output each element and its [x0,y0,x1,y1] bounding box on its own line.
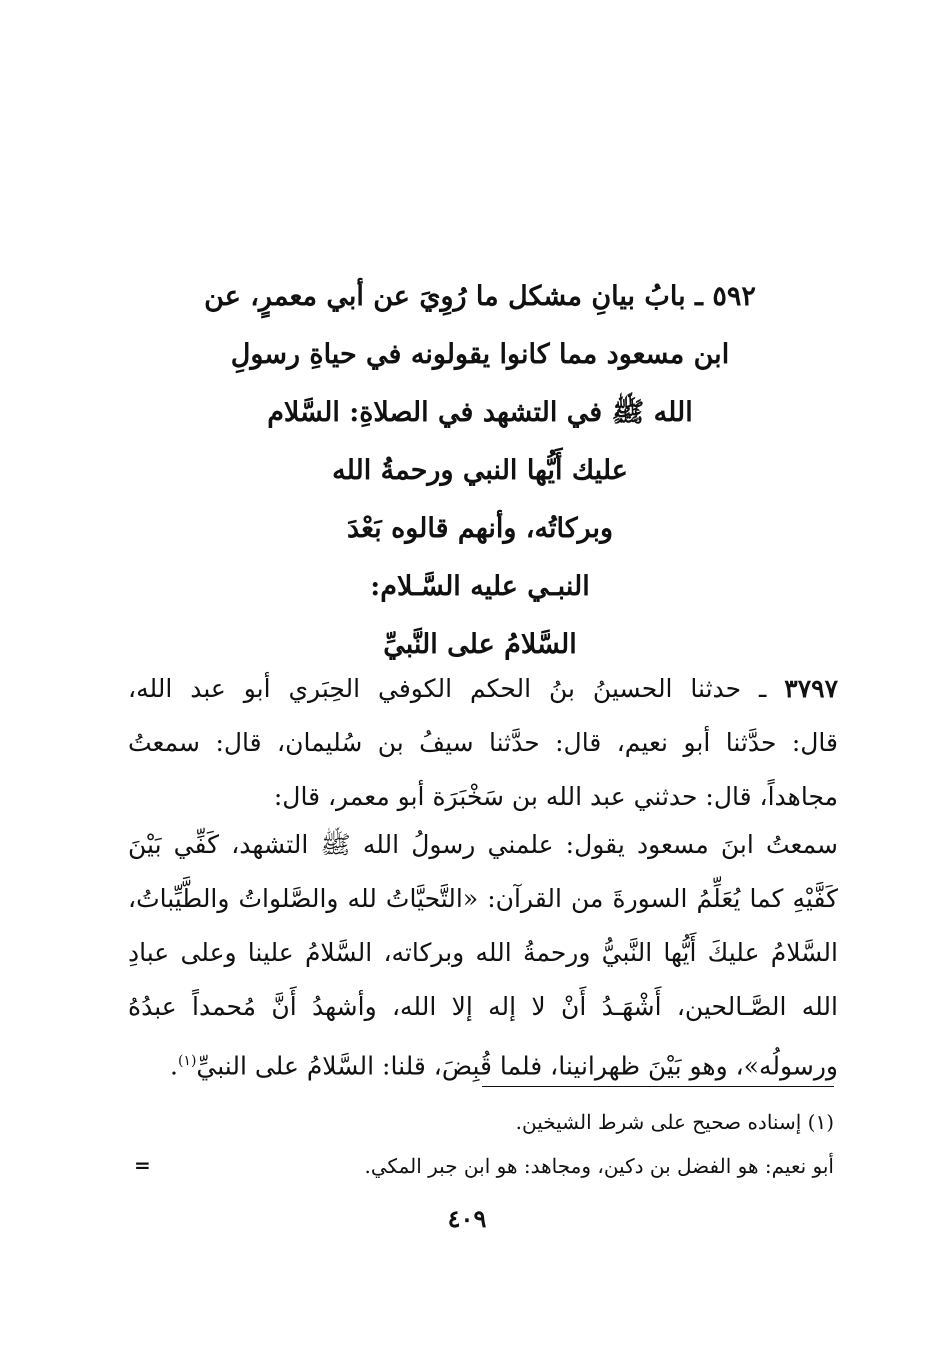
chapter-heading-line: السَّلامُ على النَّبيِّ [383,629,577,660]
isnad-text: ـ حدثنا الحسينُ بنُ الحكم الكوفي الحِبَري أبو عبد الله، [128,674,767,703]
footnotes [200,1100,834,1188]
continuation-mark: = [134,1153,151,1177]
hadith-isnad [128,662,838,824]
footnote-line: أبو نعيم: هو الفضل بن دكين، ومجاهد: هو ابن جبر المكي. [364,1154,834,1178]
matn-end-period: . [169,1051,178,1081]
isnad-line [128,662,838,716]
isnad-line: قال: حدَّثنا أبو نعيم، قال: حدَّثنا سيفُ بن سُليمان، قال: سمعتُ [128,728,838,757]
chapter-heading-line: عليك أَيُّها النبي ورحمةُ الله [332,455,628,486]
chapter-heading-line: ابن مسعود مما كانوا يقولونه في حياةِ رسولِ [230,339,730,370]
footnote-separator [482,1086,834,1087]
matn-line: سمعتُ ابنَ مسعود يقول: علمني رسولُ الله ﷺ التشهد، كَفِّي بَيْنَ [128,830,838,859]
hadith-number: ٣٧٩٧ [784,674,838,703]
hadith-matn [128,818,838,1093]
matn-line: كَفَّيْهِ كما يُعَلِّمُ السورةَ من القرآن: «التَّحيَّاتُ لله والصَّلواتُ والطَّيِّباتُ، [128,884,838,913]
matn-line: السَّلامُ عليكَ أَيُّها النَّبيُّ ورحمةُ الله وبركاته، السَّلامُ علينا وعلى عبادِ [128,938,838,967]
isnad-line: مجاهداً، قال: حدثني عبد الله بن سَخْبَرَة أبو معمر، قال: [273,782,838,811]
chapter-heading-line: النبـي عليه السَّـلام: [370,571,590,602]
chapter-heading [180,268,780,674]
matn-line: الله الصَّـالحين، أَشْهَـدُ أَنْ لا إله إلا الله، وأشهدُ أَنَّ مُحمداً عبدُهُ [128,992,838,1021]
page-number: ٤٠٩ [447,1204,487,1233]
chapter-heading-line: وبركاتُه، وأنهم قالوه بَعْدَ [346,513,614,544]
chapter-heading-line: ٥٩٢ ـ بابُ بيانِ مشكل ما رُوِيَ عن أبي معمرٍ، عن [204,281,756,312]
chapter-heading-line: الله ﷺ في التشهد في الصلاةِ: السَّلام [267,397,693,428]
matn-line [128,1034,838,1093]
footnote-line: (١) إسناده صحيح على شرط الشيخين. [515,1110,834,1134]
footnote-reference[interactable]: (١) [177,1053,197,1069]
matn-text: ورسولُه»، وهو بَيْنَ ظهرانينا، فلما قُبِضَ، قلنا: السَّلامُ على النبيِّ [196,1051,838,1081]
